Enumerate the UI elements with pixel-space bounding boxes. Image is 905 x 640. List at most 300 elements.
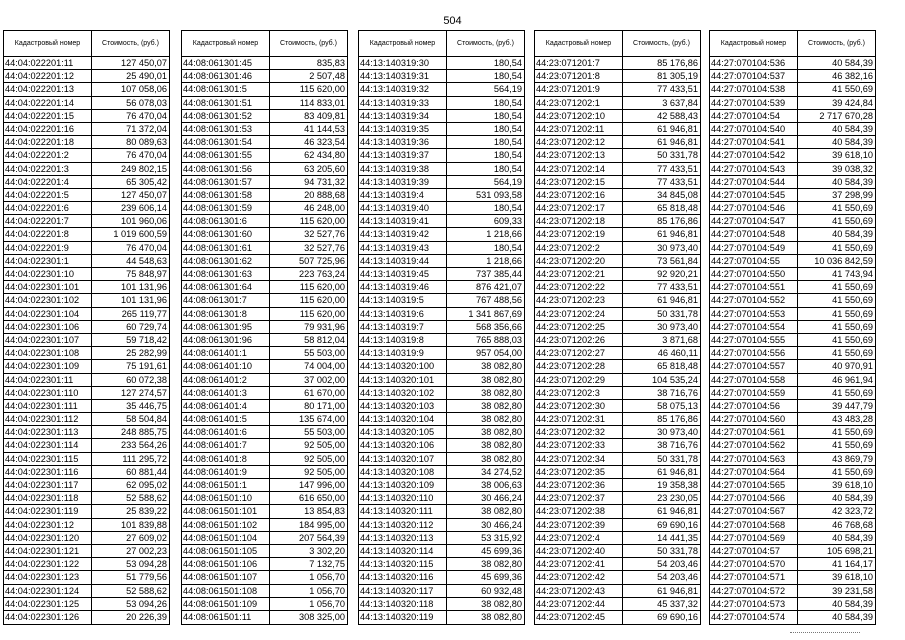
cost-cell: 41 550,69	[832, 242, 873, 253]
cost-cell: 104 535,24	[652, 374, 698, 385]
table-row	[4, 294, 169, 307]
cost-cell: 38 082,80	[481, 400, 522, 411]
cost-cell: 85 176,86	[657, 414, 698, 425]
cost-cell: 25 839,22	[126, 506, 167, 517]
cost-cell: 76 470,04	[126, 110, 167, 121]
table-row	[359, 308, 524, 321]
cadastral-number-cell: 44:23:071202:33	[535, 439, 623, 451]
cost-cell: 957 054,00	[476, 348, 522, 359]
table-row	[535, 70, 700, 83]
header-cadastral-number: Кадастровый номер	[535, 31, 623, 56]
cadastral-number-cell: 44:04:022301:123	[4, 571, 92, 583]
cadastral-table-3	[358, 30, 525, 625]
table-row	[710, 611, 875, 624]
cost-cell: 1 056,70	[309, 572, 345, 583]
cadastral-number-cell: 44:23:071202:25	[535, 321, 623, 333]
cadastral-number-cell: 44:13:140319:7	[359, 321, 447, 333]
cadastral-number-cell: 44:23:071202:24	[535, 308, 623, 320]
cost-cell: 61 946,81	[657, 295, 698, 306]
cost-cell: 55 503,00	[304, 348, 345, 359]
cadastral-number-cell: 44:08:061501:10	[182, 492, 270, 504]
cadastral-number-cell: 44:13:140319:45	[359, 268, 447, 280]
cadastral-number-cell: 44:27:070104:538	[710, 83, 798, 95]
cadastral-number-cell: 44:27:070104:571	[710, 571, 798, 583]
table-row	[359, 334, 524, 347]
cadastral-number-cell: 44:13:140319:44	[359, 255, 447, 267]
cadastral-number-cell: 44:04:022301:12	[4, 519, 92, 531]
table-row	[359, 202, 524, 215]
table-row	[182, 426, 347, 439]
cadastral-number-cell: 44:08:061401:7	[182, 439, 270, 451]
cadastral-number-cell: 44:27:070104:552	[710, 294, 798, 306]
cadastral-number-cell: 44:27:070104:54	[710, 110, 798, 122]
table-row	[535, 505, 700, 518]
table-row	[182, 360, 347, 373]
table-row	[710, 466, 875, 479]
cadastral-number-cell: 44:04:022301:112	[4, 413, 92, 425]
cadastral-number-cell: 44:27:070104:572	[710, 585, 798, 597]
cadastral-number-cell: 44:08:061301:5	[182, 83, 270, 95]
table-row	[359, 136, 524, 149]
table-row	[4, 571, 169, 584]
table-row	[535, 532, 700, 545]
table-row	[182, 479, 347, 492]
cadastral-number-cell: 44:23:071202:32	[535, 426, 623, 438]
cadastral-number-cell: 44:27:070104:554	[710, 321, 798, 333]
cadastral-number-cell: 44:27:070104:568	[710, 519, 798, 531]
table-row	[535, 611, 700, 624]
cost-cell: 39 231,58	[832, 585, 873, 596]
cadastral-number-cell: 44:08:061301:63	[182, 268, 270, 280]
cadastral-number-cell: 44:27:070104:565	[710, 479, 798, 491]
cost-cell: 135 674,00	[299, 414, 345, 425]
table-row	[4, 545, 169, 558]
table-row	[4, 123, 169, 136]
table-row	[535, 439, 700, 452]
cadastral-number-cell: 44:13:140319:42	[359, 228, 447, 240]
table-row	[535, 228, 700, 241]
table-row	[182, 453, 347, 466]
table-header	[535, 31, 700, 57]
cadastral-number-cell: 44:13:140319:37	[359, 149, 447, 161]
cadastral-number-cell: 44:08:061401:9	[182, 466, 270, 478]
cost-cell: 101 131,96	[121, 295, 167, 306]
cadastral-number-cell: 44:08:061401:6	[182, 426, 270, 438]
cadastral-number-cell: 44:08:061501:109	[182, 598, 270, 610]
table-row	[4, 585, 169, 598]
cadastral-number-cell: 44:23:071202:23	[535, 294, 623, 306]
cost-cell: 876 421,07	[476, 282, 522, 293]
table-row	[710, 308, 875, 321]
cost-cell: 7 132,75	[309, 559, 345, 570]
cadastral-number-cell: 44:23:071201:9	[535, 83, 623, 95]
table-row	[710, 439, 875, 452]
table-row	[535, 83, 700, 96]
cadastral-number-cell: 44:08:061301:95	[182, 321, 270, 333]
table-row	[359, 83, 524, 96]
cost-cell: 3 871,68	[662, 334, 698, 345]
cadastral-number-cell: 44:13:140320:101	[359, 374, 447, 386]
cadastral-number-cell: 44:08:061301:6	[182, 215, 270, 227]
cost-cell: 767 488,56	[476, 295, 522, 306]
cost-cell: 38 082,80	[481, 427, 522, 438]
cadastral-number-cell: 44:23:071202:27	[535, 347, 623, 359]
cost-cell: 58 504,84	[126, 414, 167, 425]
table-row	[4, 83, 169, 96]
table-row	[535, 308, 700, 321]
cost-cell: 41 550,69	[832, 282, 873, 293]
table-row	[359, 321, 524, 334]
table-row	[710, 492, 875, 505]
cadastral-number-cell: 44:23:071202:38	[535, 505, 623, 517]
table-row	[710, 321, 875, 334]
table-row	[535, 110, 700, 123]
cadastral-number-cell: 44:27:070104:561	[710, 426, 798, 438]
table-row	[710, 57, 875, 70]
table-row	[182, 334, 347, 347]
cadastral-number-cell: 44:13:140319:46	[359, 281, 447, 293]
cadastral-number-cell: 44:04:022301:126	[4, 611, 92, 624]
table-row	[182, 215, 347, 228]
table-row	[182, 598, 347, 611]
cadastral-number-cell: 44:04:022301:108	[4, 347, 92, 359]
cadastral-number-cell: 44:23:071202:29	[535, 374, 623, 386]
cadastral-number-cell: 44:08:061301:61	[182, 242, 270, 254]
cadastral-number-cell: 44:27:070104:542	[710, 149, 798, 161]
table-row	[359, 598, 524, 611]
cost-cell: 38 082,80	[481, 453, 522, 464]
cadastral-number-cell: 44:08:061301:53	[182, 123, 270, 135]
table-row	[182, 492, 347, 505]
cost-cell: 38 082,80	[481, 440, 522, 451]
cost-cell: 61 946,81	[657, 137, 698, 148]
table-row	[182, 189, 347, 202]
cost-cell: 127 274,57	[121, 387, 167, 398]
table-row	[4, 505, 169, 518]
table-row	[710, 519, 875, 532]
cost-cell: 60 072,38	[126, 374, 167, 385]
cost-cell: 30 973,40	[657, 242, 698, 253]
cadastral-number-cell: 44:27:070104:555	[710, 334, 798, 346]
cadastral-number-cell: 44:23:071202:22	[535, 281, 623, 293]
cost-cell: 74 004,00	[304, 361, 345, 372]
table-row	[359, 57, 524, 70]
cadastral-number-cell: 44:27:070104:539	[710, 97, 798, 109]
cost-cell: 92 505,00	[304, 440, 345, 451]
cadastral-number-cell: 44:13:140319:9	[359, 347, 447, 359]
cost-cell: 30 973,40	[657, 321, 698, 332]
cadastral-number-cell: 44:08:061301:57	[182, 176, 270, 188]
cost-cell: 32 527,76	[304, 229, 345, 240]
cost-cell: 101 960,06	[121, 216, 167, 227]
cadastral-number-cell: 44:04:022301:115	[4, 453, 92, 465]
table-row	[359, 413, 524, 426]
table-row	[710, 176, 875, 189]
table-row	[182, 123, 347, 136]
table-row	[182, 519, 347, 532]
cadastral-number-cell: 44:08:061401:3	[182, 387, 270, 399]
table-row	[182, 176, 347, 189]
table-row	[710, 83, 875, 96]
table-row	[359, 176, 524, 189]
table-row	[710, 202, 875, 215]
cadastral-number-cell: 44:23:071202:41	[535, 558, 623, 570]
cost-cell: 46 248,00	[304, 203, 345, 214]
cost-cell: 61 946,81	[657, 506, 698, 517]
cadastral-number-cell: 44:27:070104:556	[710, 347, 798, 359]
cadastral-number-cell: 44:23:071202:13	[535, 149, 623, 161]
cadastral-number-cell: 44:08:061501:102	[182, 519, 270, 531]
cadastral-number-cell: 44:23:071202:4	[535, 532, 623, 544]
table-row	[535, 453, 700, 466]
cadastral-number-cell: 44:23:071202:16	[535, 189, 623, 201]
cadastral-table-4	[534, 30, 701, 625]
cadastral-number-cell: 44:23:071202:43	[535, 585, 623, 597]
cost-cell: 180,54	[493, 58, 522, 68]
table-row	[359, 347, 524, 360]
cost-cell: 41 550,69	[832, 203, 873, 214]
cadastral-number-cell: 44:13:140320:111	[359, 505, 447, 517]
table-row	[359, 571, 524, 584]
cost-cell: 180,54	[493, 71, 522, 82]
cost-cell: 65 818,48	[657, 203, 698, 214]
cadastral-number-cell: 44:27:070104:541	[710, 136, 798, 148]
header-cadastral-number: Кадастровый номер	[359, 31, 447, 56]
cost-cell: 58 812,04	[304, 334, 345, 345]
table-row	[4, 413, 169, 426]
cost-cell: 39 038,32	[832, 163, 873, 174]
cadastral-number-cell: 44:23:071201:7	[535, 57, 623, 69]
table-row	[359, 505, 524, 518]
table-row	[182, 387, 347, 400]
table-row	[182, 255, 347, 268]
cost-cell: 80 171,00	[304, 400, 345, 411]
cadastral-number-cell: 44:27:070104:55	[710, 255, 798, 267]
cadastral-number-cell: 44:04:022301:114	[4, 439, 92, 451]
cost-cell: 39 618,10	[832, 150, 873, 161]
cost-cell: 43 869,79	[832, 453, 873, 464]
table-row	[4, 242, 169, 255]
cost-cell: 38 082,80	[481, 374, 522, 385]
cost-cell: 46 382,16	[832, 71, 873, 82]
cadastral-number-cell: 44:27:070104:547	[710, 215, 798, 227]
cadastral-number-cell: 44:27:070104:573	[710, 598, 798, 610]
table-row	[535, 571, 700, 584]
cadastral-number-cell: 44:08:061301:62	[182, 255, 270, 267]
cost-cell: 85 176,86	[657, 58, 698, 68]
table-row	[182, 308, 347, 321]
cadastral-number-cell: 44:23:071202:18	[535, 215, 623, 227]
table-row	[535, 558, 700, 571]
table-row	[535, 413, 700, 426]
cost-cell: 40 584,39	[832, 176, 873, 187]
cost-cell: 46 961,94	[832, 374, 873, 385]
table-row	[4, 334, 169, 347]
table-row	[182, 228, 347, 241]
cost-cell: 53 094,26	[126, 598, 167, 609]
cost-cell: 42 323,72	[832, 506, 873, 517]
cost-cell: 3 302,20	[309, 545, 345, 556]
table-row	[710, 281, 875, 294]
table-row	[535, 321, 700, 334]
table-row	[359, 163, 524, 176]
table-row	[182, 149, 347, 162]
cost-cell: 34 845,08	[657, 189, 698, 200]
table-row	[710, 400, 875, 413]
cadastral-number-cell: 44:04:022301:120	[4, 532, 92, 544]
table-row	[710, 268, 875, 281]
table-row	[359, 479, 524, 492]
cost-cell: 41 550,69	[832, 427, 873, 438]
table-row	[359, 466, 524, 479]
table-row	[710, 255, 875, 268]
cost-cell: 51 779,56	[126, 572, 167, 583]
table-row	[182, 374, 347, 387]
cadastral-number-cell: 44:08:061501:1	[182, 479, 270, 491]
cost-cell: 207 564,39	[299, 532, 345, 543]
cost-cell: 59 718,42	[126, 334, 167, 345]
cost-cell: 1 218,66	[486, 229, 522, 240]
cadastral-number-cell: 44:08:061401:4	[182, 400, 270, 412]
cadastral-number-cell: 44:23:071202:3	[535, 387, 623, 399]
table-row	[359, 97, 524, 110]
cost-cell: 61 946,81	[657, 123, 698, 134]
table-row	[4, 426, 169, 439]
table-row	[182, 571, 347, 584]
cadastral-number-cell: 44:04:022301:125	[4, 598, 92, 610]
cost-cell: 62 434,80	[304, 150, 345, 161]
cost-cell: 41 550,69	[832, 466, 873, 477]
cadastral-number-cell: 44:04:022301:107	[4, 334, 92, 346]
cost-cell: 41 550,69	[832, 387, 873, 398]
cadastral-number-cell: 44:04:022301:106	[4, 321, 92, 333]
cadastral-number-cell: 44:23:071202:20	[535, 255, 623, 267]
table-row	[710, 585, 875, 598]
table-row	[535, 215, 700, 228]
cost-cell: 76 470,04	[126, 242, 167, 253]
table-row	[4, 110, 169, 123]
table-row	[710, 558, 875, 571]
table-row	[359, 281, 524, 294]
table-row	[4, 558, 169, 571]
table-row	[710, 571, 875, 584]
table-row	[535, 347, 700, 360]
cost-cell: 32 527,76	[304, 242, 345, 253]
cadastral-number-cell: 44:08:061501:104	[182, 532, 270, 544]
cadastral-number-cell: 44:23:071202:40	[535, 545, 623, 557]
cost-cell: 56 078,03	[126, 97, 167, 108]
cadastral-number-cell: 44:04:022301:118	[4, 492, 92, 504]
table-row	[710, 479, 875, 492]
cost-cell: 92 920,21	[657, 269, 698, 279]
table-row	[710, 228, 875, 241]
table-row	[4, 189, 169, 202]
table-row	[535, 136, 700, 149]
table-row	[535, 97, 700, 110]
table-row	[710, 347, 875, 360]
table-row	[182, 281, 347, 294]
cost-cell: 308 325,00	[299, 611, 345, 622]
cadastral-number-cell: 44:08:061501:107	[182, 571, 270, 583]
cadastral-number-cell: 44:04:022201:4	[4, 176, 92, 188]
table-row	[710, 374, 875, 387]
cost-cell: 20 226,39	[126, 611, 167, 622]
table-row	[535, 479, 700, 492]
cadastral-number-cell: 44:23:071202:15	[535, 176, 623, 188]
table-row	[710, 505, 875, 518]
cost-cell: 69 690,16	[657, 611, 698, 622]
cost-cell: 50 331,78	[657, 545, 698, 556]
cost-cell: 42 588,43	[657, 110, 698, 121]
cost-cell: 50 331,78	[657, 453, 698, 464]
table-row	[359, 70, 524, 83]
cadastral-number-cell: 44:04:022201:7	[4, 215, 92, 227]
table-row	[182, 70, 347, 83]
table-row	[4, 611, 169, 624]
cadastral-number-cell: 44:13:140320:104	[359, 413, 447, 425]
table-row	[182, 439, 347, 452]
cadastral-number-cell: 44:08:061501:106	[182, 558, 270, 570]
table-row	[4, 598, 169, 611]
cost-cell: 53 315,92	[481, 532, 522, 543]
table-header	[710, 31, 875, 57]
cadastral-number-cell: 44:04:022201:8	[4, 228, 92, 240]
cadastral-number-cell: 44:13:140320:105	[359, 426, 447, 438]
cadastral-number-cell: 44:13:140319:8	[359, 334, 447, 346]
cadastral-number-cell: 44:04:022201:16	[4, 123, 92, 135]
table-row	[4, 360, 169, 373]
cadastral-number-cell: 44:23:071202:19	[535, 228, 623, 240]
cost-cell: 60 932,48	[481, 585, 522, 596]
table-row	[710, 598, 875, 611]
table-row	[4, 347, 169, 360]
table-row	[535, 149, 700, 162]
cadastral-number-cell: 44:04:022201:3	[4, 163, 92, 175]
table-row	[359, 360, 524, 373]
table-row	[535, 189, 700, 202]
cost-cell: 41 144,53	[304, 123, 345, 134]
cadastral-number-cell: 44:23:071202:12	[535, 136, 623, 148]
cadastral-number-cell: 44:04:022301:101	[4, 281, 92, 293]
cost-cell: 115 620,00	[299, 282, 345, 293]
cost-cell: 38 082,80	[481, 414, 522, 425]
cost-cell: 69 690,16	[657, 519, 698, 530]
cost-cell: 41 164,17	[832, 559, 873, 570]
cadastral-number-cell: 44:04:022201:12	[4, 70, 92, 82]
cadastral-number-cell: 44:27:070104:549	[710, 242, 798, 254]
cadastral-number-cell: 44:08:061501:11	[182, 611, 270, 624]
cost-cell: 568 356,66	[476, 321, 522, 332]
cadastral-number-cell: 44:13:140319:30	[359, 57, 447, 69]
cost-cell: 25 490,01	[126, 71, 167, 82]
cadastral-number-cell: 44:23:071202:26	[535, 334, 623, 346]
header-cadastral-number: Кадастровый номер	[710, 31, 798, 56]
cadastral-number-cell: 44:27:070104:537	[710, 70, 798, 82]
cost-cell: 77 433,51	[657, 282, 698, 293]
cadastral-number-cell: 44:27:070104:564	[710, 466, 798, 478]
cost-cell: 27 002,23	[126, 545, 167, 556]
cadastral-number-cell: 44:27:070104:570	[710, 558, 798, 570]
cadastral-number-cell: 44:13:140320:119	[359, 611, 447, 624]
cadastral-number-cell: 44:08:061301:45	[182, 57, 270, 69]
cost-cell: 114 833,01	[299, 97, 345, 108]
cost-cell: 39 447,79	[832, 400, 873, 411]
table-row	[535, 242, 700, 255]
cadastral-number-cell: 44:23:071202:2	[535, 242, 623, 254]
cadastral-number-cell: 44:23:071202:45	[535, 611, 623, 624]
cadastral-number-cell: 44:08:061301:64	[182, 281, 270, 293]
table-row	[182, 400, 347, 413]
